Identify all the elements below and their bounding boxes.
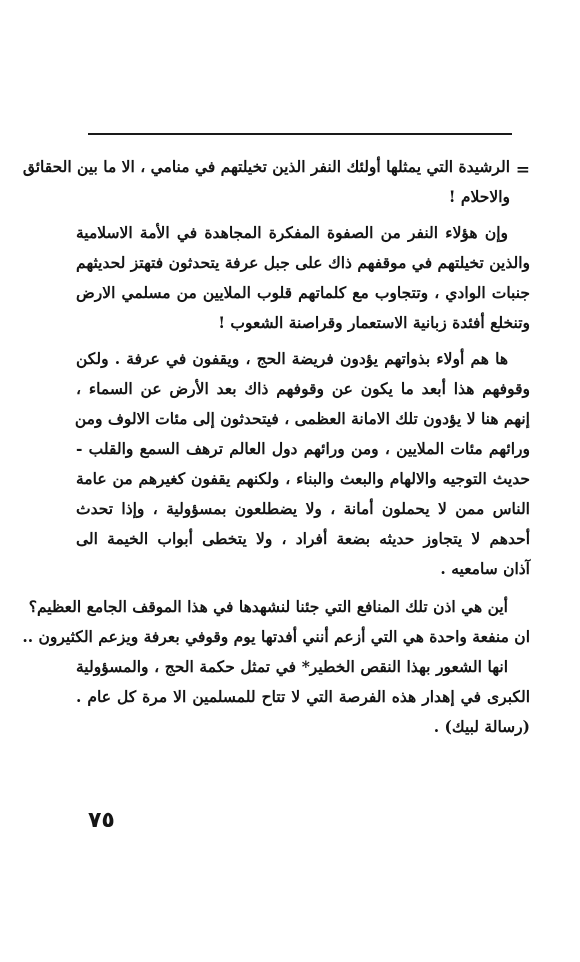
text-line: حديث التوجيه والالهام والبعث والبناء ، ولكنهم يقفون كغيرهم من عامة: [76, 469, 530, 488]
text-line: وتنخلع أفئدة زبانية الاستعمار وقراصنة الشعوب !: [218, 313, 530, 332]
paragraph-2: [76, 218, 530, 338]
paragraph-4: [22, 592, 530, 742]
text-line: ان منفعة واحدة هي التي أزعم أنني أفدتها يوم وقوفي بعرفة ويزعم الكثيرون ..: [22, 627, 530, 646]
text-line: انها الشعور بهذا النقص الخطير* في تمثل حكمة الحج ، والمسؤولية: [76, 657, 508, 676]
text-line: وقوفهم هذا أبعد ما يكون عن وقوفهم ذاك بعد الأرض عن السماء ،: [76, 379, 530, 398]
text-line: إنهم هنا لا يؤدون تلك الامانة العظمى ، فيتحدثون إلى مئات الالوف ومن: [74, 409, 530, 428]
text-line: الكبرى في إهدار هذه الفرصة التي لا تتاح للمسلمين الا مرة كل عام .: [76, 687, 530, 706]
text-line: الناس ممن لا يحملون أمانة ، ولا يضطلعون بمسؤولية ، وإذا تحدث: [76, 499, 530, 518]
text-line: والذين تخيلتهم في موقفهم ذاك على جبل عرفة يتحدثون فتهتز لحديثهم: [76, 253, 530, 272]
body-text: [22, 152, 530, 742]
text-line: آذان سامعيه .: [440, 559, 530, 578]
continuation-marker: =: [515, 160, 530, 180]
text-line: الرشيدة التي يمثلها أولئك النفر الذين تخيلتهم في منامي ، الا ما بين الحقائق: [22, 157, 510, 176]
text-line: والاحلام !: [448, 187, 510, 206]
paragraph-1: [22, 152, 530, 212]
text-line: ها هم أولاء بذواتهم يؤدون فريضة الحج ، ويقفون في عرفة . ولكن: [76, 349, 508, 368]
paragraph-3: [76, 344, 530, 584]
text-line: ورائهم مئات الملايين ، ومن ورائهم دول العالم ترهف السمع والقلب -: [76, 439, 530, 458]
text-line: أحدهم لا يتجاوز حديثه بضعة أفراد ، ولا يتخطى أبواب الخيمة الى: [76, 529, 530, 548]
text-line: وإن هؤلاء النفر من الصفوة المفكرة المجاهدة في الأمة الاسلامية: [76, 223, 508, 242]
text-line: (رسالة لبيك) .: [433, 717, 530, 736]
footnote-separator-rule: [88, 133, 512, 135]
text-line: جنبات الوادي ، وتتجاوب مع كلماتهم قلوب الملايين من مسلمي الارض: [76, 283, 530, 302]
text-line: أين هي اذن تلك المنافع التي جئنا لنشهدها في هذا الموقف الجامع العظيم؟: [28, 597, 508, 616]
page-number: ٧٥: [88, 808, 115, 833]
